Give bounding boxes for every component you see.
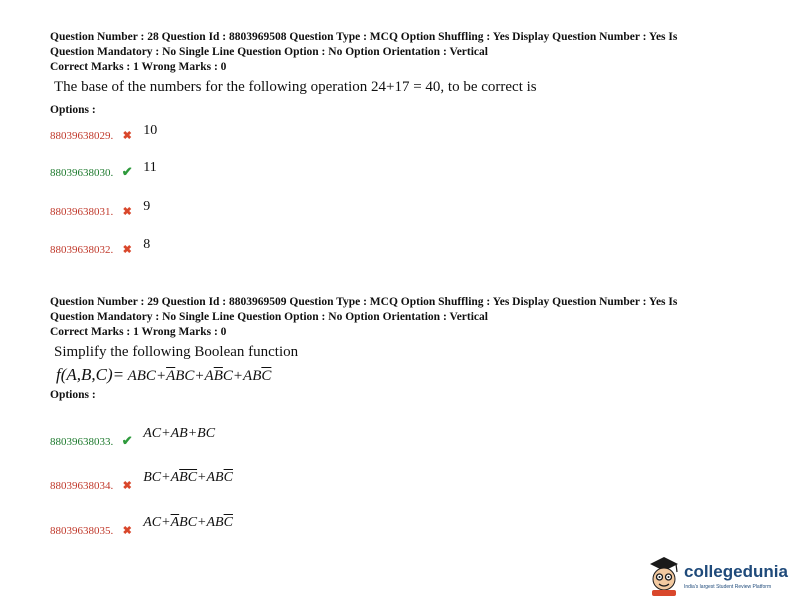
option-value: AC+AB+BC: [143, 426, 216, 441]
option-row[interactable]: [50, 237, 151, 258]
question-marks: Correct Marks : 1 Wrong Marks : 0: [50, 326, 227, 338]
option-value: $BC+A\overline{BC}+AB\overline{C}$: [143, 470, 233, 485]
option-id: 88039638033.: [50, 436, 114, 448]
question-28: [50, 30, 740, 116]
check-icon: ✔: [121, 164, 133, 179]
option-row[interactable]: [50, 199, 151, 220]
question-meta-line2: Question Mandatory : No Single Line Question Option : No Option Orientation : Vertical: [50, 46, 488, 58]
option-id: 88039638032.: [50, 244, 114, 256]
option-row[interactable]: [50, 515, 233, 539]
option-value: 8: [143, 237, 151, 252]
cross-icon: ✖: [122, 244, 132, 256]
option-id: 88039638035.: [50, 525, 114, 537]
option-row[interactable]: [50, 470, 233, 494]
logo-name: collegedunia: [684, 562, 788, 581]
option-row[interactable]: [50, 123, 158, 144]
option-id: 88039638031.: [50, 206, 114, 218]
cross-icon: ✖: [122, 130, 132, 142]
question-text: The base of the numbers for the following operation 24+17 = 40, to be correct is: [54, 79, 537, 95]
question-meta-line2: Question Mandatory : No Single Line Question Option : No Option Orientation : Vertical: [50, 311, 488, 323]
option-value: $AC+\overline{A}BC+AB\overline{C}$: [143, 515, 233, 530]
student-mascot-icon: [646, 555, 682, 597]
option-value: 9: [143, 199, 151, 214]
question-29: [50, 295, 740, 401]
option-id: 88039638030.: [50, 167, 114, 179]
check-icon: ✔: [121, 433, 133, 448]
question-text: Simplify the following Boolean function: [54, 344, 299, 360]
cross-icon: ✖: [122, 206, 132, 218]
option-id: 88039638029.: [50, 130, 114, 142]
cross-icon: ✖: [122, 480, 132, 492]
question-meta-line1: Question Number : 28 Question Id : 8803969508 Question Type : MCQ Option Shuffling : Yes Display Question Number : Yes Is: [50, 31, 678, 43]
option-value: 10: [143, 123, 158, 138]
option-value: 11: [143, 160, 157, 175]
options-label: Options :: [50, 389, 96, 401]
question-meta-line1: Question Number : 29 Question Id : 8803969509 Question Type : MCQ Option Shuffling : Yes Display Question Number : Yes Is: [50, 296, 678, 308]
option-row[interactable]: [50, 160, 157, 181]
question-marks: Correct Marks : 1 Wrong Marks : 0: [50, 61, 227, 73]
boolean-formula: $f(A,B,C)= ABC+\overline{A}BC+A\overline{B}C+AB\overline{C}$: [56, 365, 272, 384]
logo-tagline: India's largest Student Review Platform: [684, 584, 772, 590]
options-label: Options :: [50, 104, 96, 116]
collegedunia-logo: [646, 555, 786, 597]
option-id: 88039638034.: [50, 480, 114, 492]
cross-icon: ✖: [122, 525, 132, 537]
option-row[interactable]: [50, 426, 216, 450]
